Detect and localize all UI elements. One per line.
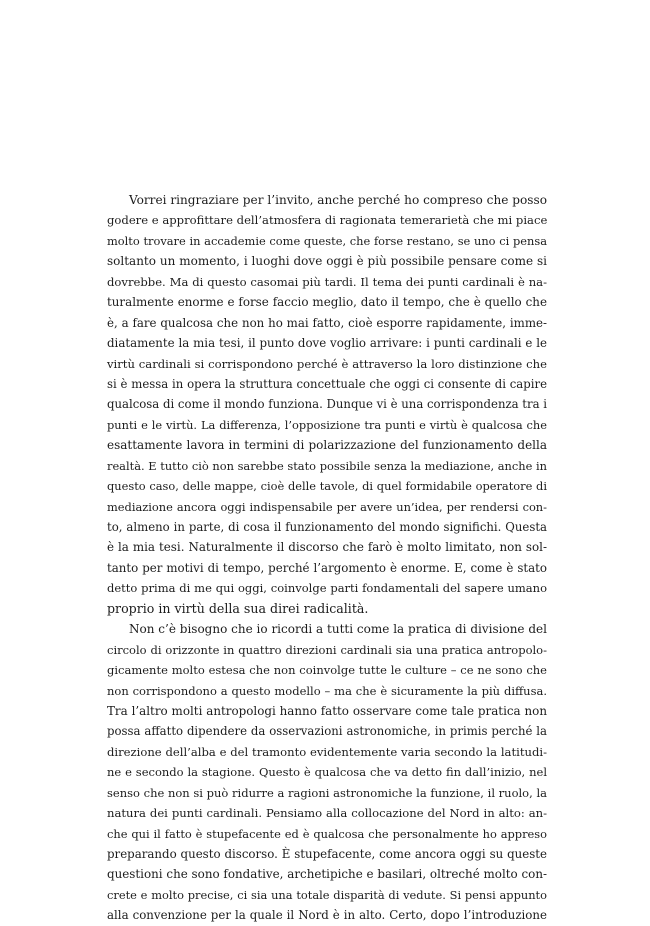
text-line: soltanto un momento, i luoghi dove oggi è più possibile pensare come si [107, 254, 547, 269]
text-line: questioni che sono fondative, archetipiche e basilari, oltreché molto con- [107, 867, 547, 882]
text-line: natura dei punti cardinali. Pensiamo alla collocazione del Nord in alto: an- [107, 806, 547, 821]
text-line: alla convenzione per la quale il Nord è in alto. Certo, dopo l’introduzione [107, 908, 547, 923]
text-line: Non c’è bisogno che io ricordi a tutti come la pratica di divisione del [129, 622, 547, 637]
text-line: virtù cardinali si corrispondono perché è attraverso la loro distinzione che [107, 356, 547, 371]
text-line: turalmente enorme e forse faccio meglio, dato il tempo, che è quello che [107, 295, 547, 310]
text-line: realtà. E tutto ciò non sarebbe stato possibile senza la mediazione, anche in [107, 458, 547, 473]
text-line: proprio in virtù della sua direi radicalità. [107, 600, 369, 616]
paragraph-1 [107, 190, 547, 619]
text-line: godere e approfittare dell’atmosfera di ragionata temerarietà che mi piace [107, 213, 548, 228]
text-line: mediazione ancora oggi indispensabile per avere un’idea, per rendersi con- [107, 499, 547, 514]
text-line: to, almeno in parte, di cosa il funzionamento del mondo significhi. Questa [107, 520, 547, 534]
text-line: crete e molto precise, ci sia una totale disparità di vedute. Si pensi appunto [107, 887, 547, 902]
text-line: molto trovare in accademie come queste, che forse restano, se uno ci pensa [107, 233, 547, 248]
text-line: senso che non si può ridurre a ragioni astronomiche la funzione, il ruolo, la [107, 785, 547, 800]
text-line: Tra l’altro molti antropologi hanno fatto osservare come tale pratica non [107, 703, 547, 718]
text-line: gicamente molto estesa che non coinvolge tutte le culture – ce ne sono che [107, 663, 547, 678]
text-line: tanto per motivi di tempo, perché l’argomento è enorme. E, come è stato [107, 560, 547, 575]
text-line: che qui il fatto è stupefacente ed è qualcosa che personalmente ho appreso [107, 826, 547, 841]
text-line: Vorrei ringraziare per l’invito, anche perché ho compreso che posso [129, 193, 547, 207]
text-line: non corrispondono a questo modello – ma che è sicuramente la più diffusa. [107, 683, 547, 698]
text-line: si è messa in opera la struttura concettuale che oggi ci consente di capire [107, 376, 547, 391]
text-line: preparando questo discorso. È stupefacente, come ancora oggi su queste [107, 847, 547, 861]
text-line: detto prima di me qui oggi, coinvolge parti fondamentali del sapere umano [107, 581, 547, 596]
text-line: qualcosa di come il mondo funziona. Dunque vi è una corrispondenza tra i [107, 397, 548, 412]
text-line: questo caso, delle mappe, cioè delle tavole, di quel formidabile operatore di [107, 479, 547, 494]
text-line: possa affatto dipendere da osservazioni astronomiche, in primis perché la [107, 724, 547, 739]
text-line: diatamente la mia tesi, il punto dove voglio arrivare: i punti cardinali e le [107, 336, 547, 351]
text-line: circolo di orizzonte in quattro direzioni cardinali sia una pratica antropolo- [107, 642, 547, 657]
text-line: dovrebbe. Ma di questo casomai più tardi. Il tema dei punti cardinali è na- [107, 274, 547, 289]
text-line: ne e secondo la stagione. Questo è qualcosa che va detto fin dall’inizio, nel [107, 765, 547, 780]
text-line: direzione dell’alba e del tramonto evidentemente varia secondo la latitudi- [107, 744, 547, 759]
body-text [107, 190, 547, 926]
text-line: esattamente lavora in termini di polarizzazione del funzionamento della [107, 438, 547, 453]
paragraph-2 [107, 619, 547, 926]
text-line: è, a fare qualcosa che non ho mai fatto, cioè esporre rapidamente, imme- [107, 315, 547, 330]
text-line: è la mia tesi. Naturalmente il discorso che farò è molto limitato, non sol- [107, 540, 547, 555]
text-line: punti e le virtù. La differenza, l’opposizione tra punti e virtù è qualcosa che [107, 417, 547, 432]
